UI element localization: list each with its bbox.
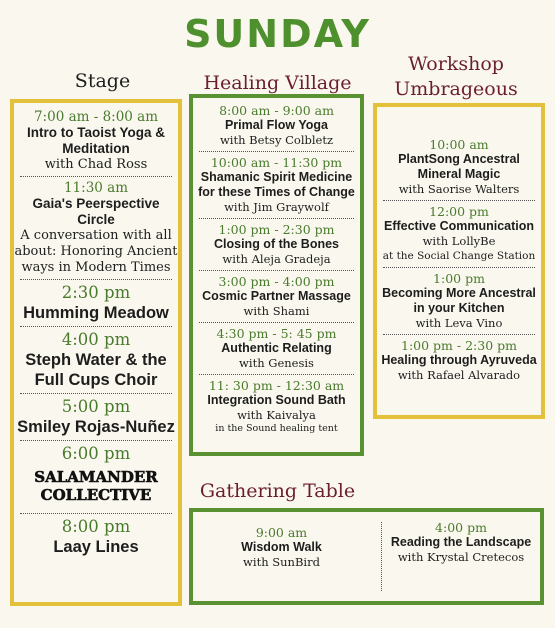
slot-time: 4:30 pm - 5: 45 pm bbox=[216, 326, 337, 341]
slot-location-note: in the Sound healing tent bbox=[215, 423, 338, 434]
slot-time: 12:00 pm bbox=[429, 204, 489, 219]
slot-time: 10:00 am - 11:30 pm bbox=[210, 155, 343, 170]
stage-slot bbox=[14, 397, 178, 437]
slot-time: 2:30 pm bbox=[61, 283, 131, 302]
slot-presenter: with Krystal Cretecos bbox=[397, 550, 525, 564]
slot-presenter: with Saorise Walters bbox=[398, 182, 520, 196]
salamander-collective-logo bbox=[34, 466, 158, 510]
stage-slot bbox=[14, 283, 178, 323]
gathering-table-heading: Gathering Table bbox=[199, 480, 356, 502]
stage-box bbox=[10, 99, 182, 606]
slot-presenter: with Jim Graywolf bbox=[224, 200, 329, 214]
slot-title: Reading the Landscape bbox=[390, 535, 532, 549]
slot-time: 8:00 pm bbox=[61, 517, 131, 536]
slot-time: 6:00 pm bbox=[61, 444, 131, 463]
healing-slot bbox=[193, 326, 360, 371]
slot-time: 4:00 pm bbox=[435, 520, 487, 535]
slot-title: Smiley Rojas-Nuñez bbox=[17, 418, 175, 436]
slot-time: 1:00 pm - 2:30 pm bbox=[218, 222, 335, 237]
slot-time: 4:00 pm bbox=[61, 330, 131, 349]
slot-title: Effective Communication bbox=[383, 219, 535, 233]
slot-presenter: with SunBird bbox=[243, 555, 320, 569]
divider bbox=[20, 176, 172, 177]
healing-slot bbox=[193, 378, 360, 435]
stage-slot bbox=[14, 330, 178, 390]
slot-title: Wisdom Walk bbox=[241, 540, 322, 554]
slot-time: 5:00 pm bbox=[61, 397, 131, 416]
slot-location: at the Social Change Station bbox=[382, 250, 536, 262]
slot-title: PlantSong Ancestral Mineral Magic bbox=[398, 152, 520, 181]
divider bbox=[383, 334, 535, 335]
workshop-slot bbox=[377, 338, 541, 383]
slot-title: Authentic Relating bbox=[221, 341, 332, 355]
slot-title: Healing through Ayruveda bbox=[381, 353, 537, 367]
divider bbox=[383, 200, 535, 201]
day-title: SUNDAY bbox=[184, 12, 371, 56]
divider bbox=[199, 270, 354, 271]
workshop-slot bbox=[377, 271, 541, 331]
slot-time: 1:00 pm bbox=[433, 271, 485, 286]
divider bbox=[20, 393, 172, 394]
healing-slot bbox=[193, 155, 360, 215]
slot-presenter: with Rafael Alvarado bbox=[397, 368, 521, 382]
slot-title: Gaia's Peerspective Circle bbox=[32, 196, 160, 227]
workshop-heading bbox=[376, 53, 536, 100]
divider bbox=[199, 322, 354, 323]
vertical-divider bbox=[381, 522, 382, 591]
divider bbox=[20, 440, 172, 441]
stage-slot bbox=[14, 444, 178, 510]
slot-presenter: with Kaivalya bbox=[237, 408, 316, 422]
divider bbox=[383, 267, 535, 268]
slot-presenter: with LollyBe bbox=[422, 234, 496, 248]
slot-title: Shamanic Spirit Medicine for these Times of Change bbox=[198, 170, 355, 199]
stage-heading: Stage bbox=[74, 70, 131, 92]
svg-text:SALAMANDER: SALAMANDER bbox=[34, 468, 158, 486]
healing-slot bbox=[193, 222, 360, 267]
slot-description: A conversation with all about: Honoring Ancient ways in Modern Times bbox=[14, 228, 178, 275]
gathering-table-box bbox=[189, 508, 544, 605]
slot-time: 8:00 am - 9:00 am bbox=[219, 103, 334, 118]
stage-slot bbox=[14, 109, 178, 173]
slot-title: Humming Meadow bbox=[23, 304, 169, 322]
workshop-slot bbox=[377, 137, 541, 197]
slot-title: Integration Sound Bath bbox=[207, 393, 346, 407]
gathering-slot bbox=[199, 525, 364, 570]
slot-title: Intro to Taoist Yoga & Meditation bbox=[27, 125, 165, 156]
svg-text:COLLECTIVE: COLLECTIVE bbox=[40, 486, 152, 504]
divider bbox=[199, 151, 354, 152]
slot-time: 11:30 am bbox=[63, 180, 129, 196]
slot-presenter: with Aleja Gradeja bbox=[222, 252, 331, 266]
stage-slot bbox=[14, 517, 178, 557]
divider bbox=[20, 279, 172, 280]
workshop-heading-line2: Umbrageous bbox=[394, 78, 518, 100]
workshop-box bbox=[373, 103, 545, 419]
slot-title: Closing of the Bones bbox=[214, 237, 339, 251]
divider bbox=[199, 218, 354, 219]
divider bbox=[199, 374, 354, 375]
divider bbox=[20, 513, 172, 514]
gathering-slot bbox=[386, 520, 536, 565]
slot-presenter: with Chad Ross bbox=[44, 157, 148, 172]
workshop-slot bbox=[377, 204, 541, 264]
slot-time: 10:00 am bbox=[429, 137, 489, 152]
slot-time: 11: 30 pm - 12:30 am bbox=[208, 378, 345, 393]
slot-presenter: with Betsy Colbletz bbox=[219, 133, 334, 147]
healing-village-heading: Healing Village bbox=[203, 72, 352, 94]
slot-presenter: with Shami bbox=[243, 304, 310, 318]
healing-slot bbox=[193, 103, 360, 148]
slot-title: Steph Water & the Full Cups Choir bbox=[25, 351, 167, 389]
healing-village-box bbox=[189, 94, 364, 456]
slot-time: 3:00 pm - 4:00 pm bbox=[218, 274, 335, 289]
slot-presenter: with Genesis bbox=[239, 356, 314, 370]
stage-slot bbox=[14, 180, 178, 276]
healing-slot bbox=[193, 274, 360, 319]
slot-title: Cosmic Partner Massage bbox=[202, 289, 351, 303]
slot-title: Becoming More Ancestral in your Kitchen bbox=[382, 286, 536, 315]
slot-time: 7:00 am - 8:00 am bbox=[33, 109, 159, 125]
slot-presenter: with Leva Vino bbox=[415, 316, 503, 330]
slot-time: 9:00 am bbox=[255, 525, 308, 540]
slot-title: Laay Lines bbox=[53, 538, 139, 556]
workshop-heading-line1: Workshop bbox=[408, 53, 504, 75]
divider bbox=[20, 326, 172, 327]
slot-time: 1:00 pm - 2:30 pm bbox=[401, 338, 517, 353]
slot-title: Primal Flow Yoga bbox=[224, 118, 329, 132]
